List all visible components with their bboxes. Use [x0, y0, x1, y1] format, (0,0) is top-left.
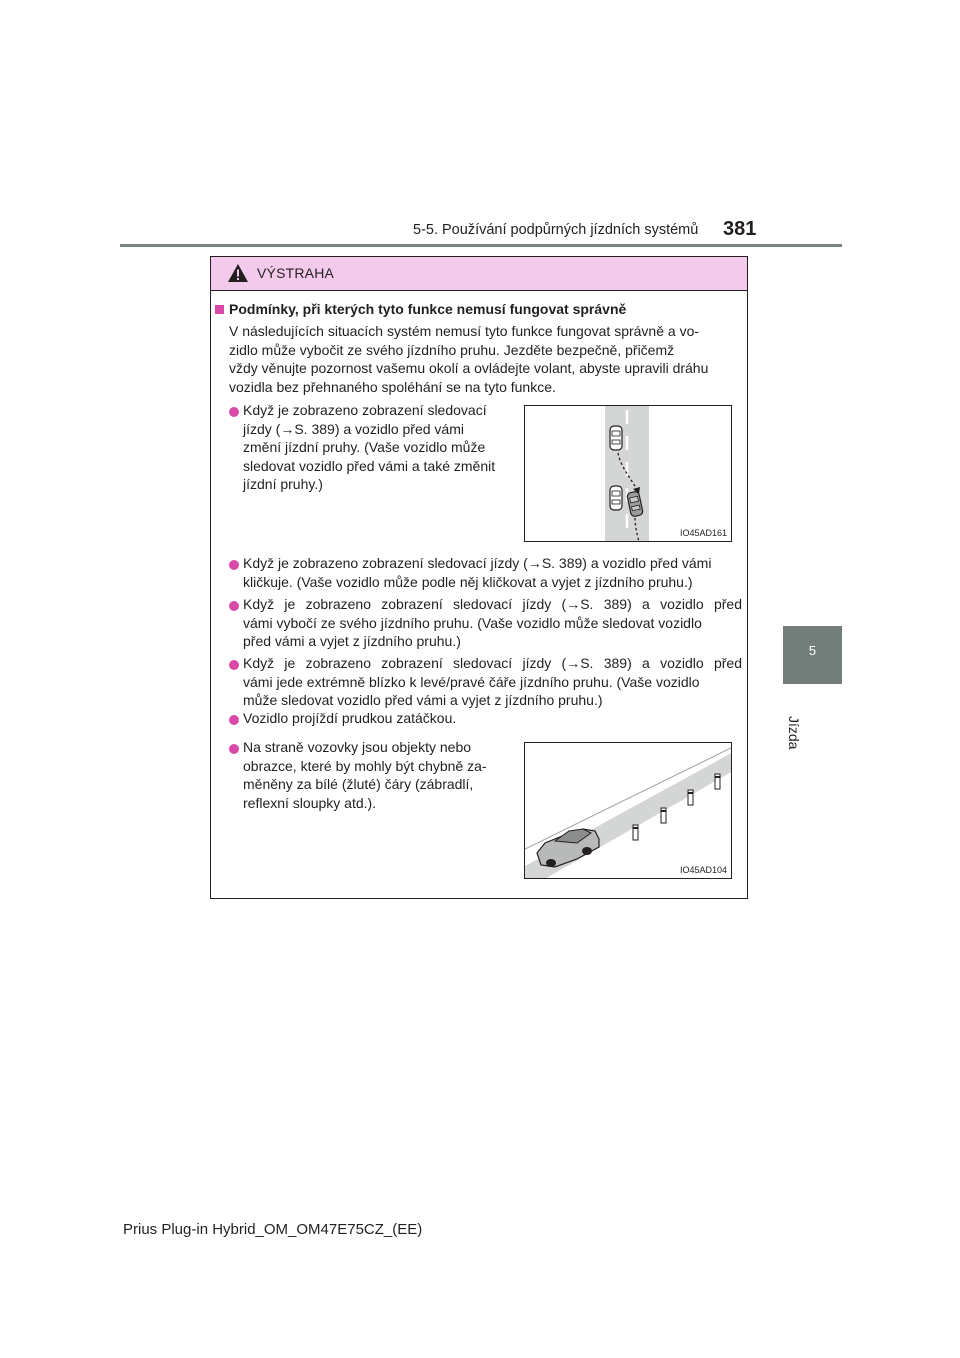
item-line: reflexní sloupky atd.). — [243, 794, 377, 811]
warning-title: VÝSTRAHA — [257, 265, 335, 281]
footer-document-id: Prius Plug-in Hybrid_OM_OM47E75CZ_(EE) — [123, 1221, 423, 1238]
item-line: Na straně vozovky jsou objekty nebo — [243, 739, 472, 755]
item-line: Když je zobrazeno zobrazení sledovací jízdy (→S. 389) a vozidlo před — [243, 655, 742, 671]
item-line: před vámi a vyjet z jízdního pruhu.) — [243, 633, 461, 649]
section-heading-text: Podmínky, při kterých tyto funkce nemusí fungovat správně — [229, 301, 627, 317]
list-item — [243, 738, 514, 812]
bullet-icon — [229, 560, 239, 570]
item-line: měněny za bílé (žluté) čáry (zábradlí, — [243, 776, 474, 792]
bullet-icon — [229, 715, 239, 725]
bullet-icon — [229, 407, 239, 417]
intro-line: vždy věnujte pozornost vašemu okolí a ovládejte volant, abyste upravili dráhu — [229, 360, 709, 376]
car-icon — [537, 829, 599, 867]
warning-triangle-icon — [227, 263, 249, 283]
figure-roadside-posts — [524, 742, 732, 879]
item-line: obrazce, které by mohly být chybně za- — [243, 757, 487, 774]
section-heading — [215, 301, 626, 317]
page-number: 381 — [723, 218, 757, 240]
item-line: změní jízdní pruhy. (Vaše vozidlo může — [243, 439, 486, 455]
other-car-icon — [610, 486, 622, 510]
square-bullet-icon — [215, 305, 224, 314]
lane-change-illustration-icon — [525, 406, 732, 542]
item-line: Když je zobrazeno zobrazení sledovací — [243, 402, 487, 418]
item-line: vámi jede extrémně blízko k levé/pravé čáře jízdního pruhu. (Vaše vozidlo — [243, 673, 700, 690]
item-line: Když je zobrazeno zobrazení sledovací jízdy (→S. 389) a vozidlo před vámi — [243, 555, 712, 571]
warning-header — [211, 257, 747, 291]
bullet-icon — [229, 601, 239, 611]
figure-lane-change — [524, 405, 732, 542]
header-rule — [120, 244, 842, 247]
intro-line: zidlo může vybočit ze svého jízdního pruhu. Jezděte bezpečně, přičemž — [229, 341, 675, 358]
item-line: vámi vybočí ze svého jízdního pruhu. (Vaše vozidlo může sledovat vozidlo — [243, 614, 702, 631]
list-item — [243, 654, 742, 710]
lead-car-icon — [610, 426, 622, 450]
item-line: může sledovat vozidlo před vámi a vyjet z jízdního pruhu.) — [243, 692, 603, 708]
bullet-icon — [229, 744, 239, 754]
chapter-number: 5 — [808, 643, 817, 658]
list-item — [243, 595, 742, 651]
figure-code: IO45AD104 — [679, 865, 727, 875]
chapter-label: Jízda — [786, 716, 802, 750]
intro-line: V následujících situacích systém nemusí tyto funkce fungovat správně a vo- — [229, 323, 700, 339]
item-line: Vozidlo projíždí prudkou zatáčkou. — [243, 710, 457, 726]
list-item — [243, 554, 742, 591]
item-line: jízdní pruhy.) — [243, 476, 323, 492]
roadside-posts-illustration-icon — [525, 743, 732, 879]
figure-code: IO45AD161 — [679, 528, 727, 538]
list-item — [243, 709, 742, 728]
item-line: kličkuje. (Vaše vozidlo může podle něj kličkovat a vyjet z jízdního pruhu.) — [243, 573, 693, 590]
section-title: 5-5. Používání podpůrných jízdních systémů — [413, 222, 699, 238]
item-line: sledovat vozidlo před vámi a také změnit — [243, 457, 496, 474]
list-item — [243, 401, 514, 494]
bullet-icon — [229, 660, 239, 670]
intro-paragraph — [229, 322, 742, 396]
item-line: Když je zobrazeno zobrazení sledovací jízdy (→S. 389) a vozidlo před — [243, 596, 742, 612]
intro-line: vozidla bez přehnaného spoléhání se na tyto funkce. — [229, 378, 556, 395]
chapter-tab — [783, 626, 842, 684]
item-line: jízdy (→S. 389) a vozidlo před vámi — [243, 420, 464, 437]
